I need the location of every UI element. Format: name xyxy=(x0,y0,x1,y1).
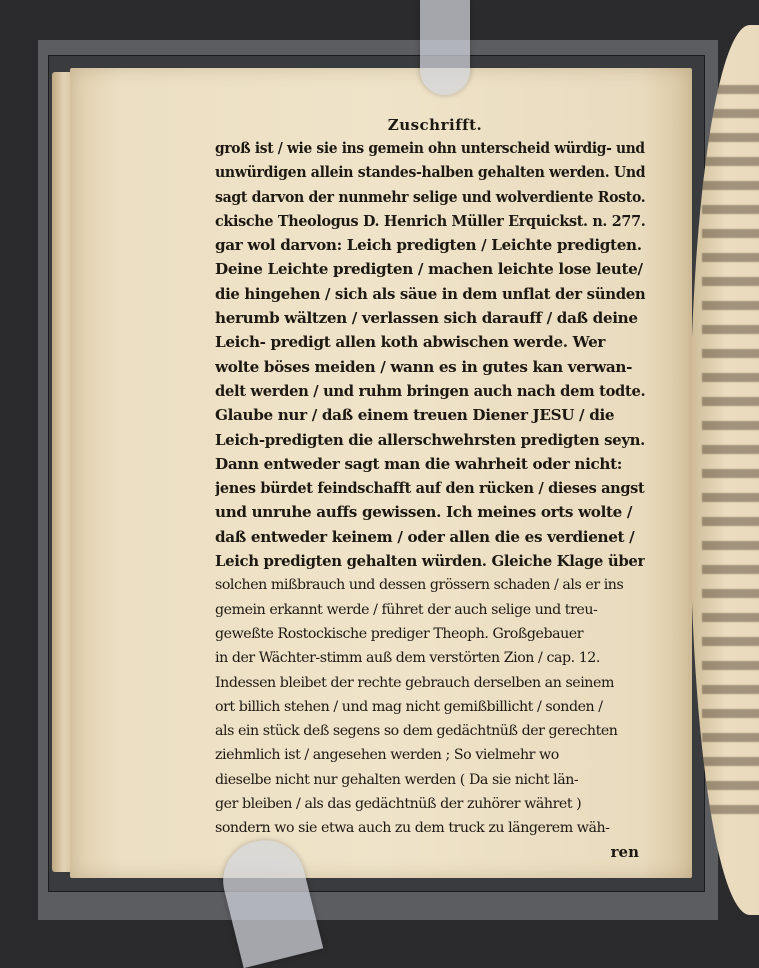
page-clip-top xyxy=(420,0,470,95)
text-line: herumb wältzen / verlassen sich darauff / daß deine xyxy=(215,309,638,328)
text-line: geweßte Rostockische prediger Theoph. Großgebauer xyxy=(215,625,584,642)
facing-page-text xyxy=(702,85,759,825)
text-line: dieselbe nicht nur gehalten werden ( Da sie nicht län- xyxy=(215,771,579,788)
text-line: unwürdigen allein standes-halben gehalten werden. Und xyxy=(215,163,646,182)
text-line: groß ist / wie sie ins gemein ohn unterscheid würdig- und xyxy=(215,139,645,157)
text-line: Leich- predigt allen koth abwischen werde. Wer xyxy=(215,333,606,352)
page-text-block xyxy=(215,116,645,863)
text-line: Deine Leichte predigten / machen leichte lose leute/ xyxy=(215,260,643,279)
text-line: gemein erkannt werde / führet der auch selige und treu- xyxy=(215,601,598,618)
text-line: in der Wächter-stimm auß dem verstörten Zion / cap. 12. xyxy=(215,650,600,667)
text-line: ckische Theologus D. Henrich Müller Erquickst. n. 277. xyxy=(215,211,645,230)
text-line: Glaube nur / daß einem treuen Diener JESU / die xyxy=(215,406,615,425)
text-line: sondern wo sie etwa auch zu dem truck zu längerem wäh- xyxy=(215,820,610,837)
text-line: und unruhe auffs gewissen. Ich meines orts wolte / xyxy=(215,503,633,522)
text-line: delt werden / und ruhm bringen auch nach dem todte. xyxy=(215,381,645,400)
text-line: ziehmlich ist / angesehen werden ; So vielmehr wo xyxy=(215,747,559,764)
text-line: daß entweder keinem / oder allen die es verdienet / xyxy=(215,527,635,546)
text-line: die hingehen / sich als säue in dem unflat der sünden xyxy=(215,284,646,303)
text-line: Leich-predigten die allerschwehrsten predigten seyn. xyxy=(215,430,646,449)
text-line: Dann entweder sagt man die wahrheit oder nicht: xyxy=(215,454,623,473)
text-line: ger bleiben / als das gedächtnüß der zuhörer währet ) xyxy=(215,796,582,813)
text-line: ort billich stehen / und mag nicht gemißbillicht / sonden / xyxy=(215,698,603,715)
text-line: gar wol darvon: Leich predigten / Leichte predigten. xyxy=(215,236,642,255)
text-line: solchen mißbrauch und dessen grössern schaden / als er ins xyxy=(215,577,624,594)
text-line: jenes bürdet feindschafft auf den rücken / dieses angst xyxy=(215,479,645,498)
page-header: Zuschrifft. xyxy=(387,116,483,134)
text-line: wolte böses meiden / wann es in gutes kan verwan- xyxy=(215,357,633,376)
text-line: als ein stück deß segens so dem gedächtnüß der gerechten xyxy=(215,723,618,740)
text-line: sagt darvon der nunmehr selige und wolverdiente Rosto. xyxy=(215,187,646,206)
text-line: Leich predigten gehalten würden. Gleiche Klage über xyxy=(215,552,645,571)
text-line: Indessen bleibet der rechte gebrauch derselben an seinem xyxy=(215,674,614,691)
catchword: ren xyxy=(610,842,639,861)
